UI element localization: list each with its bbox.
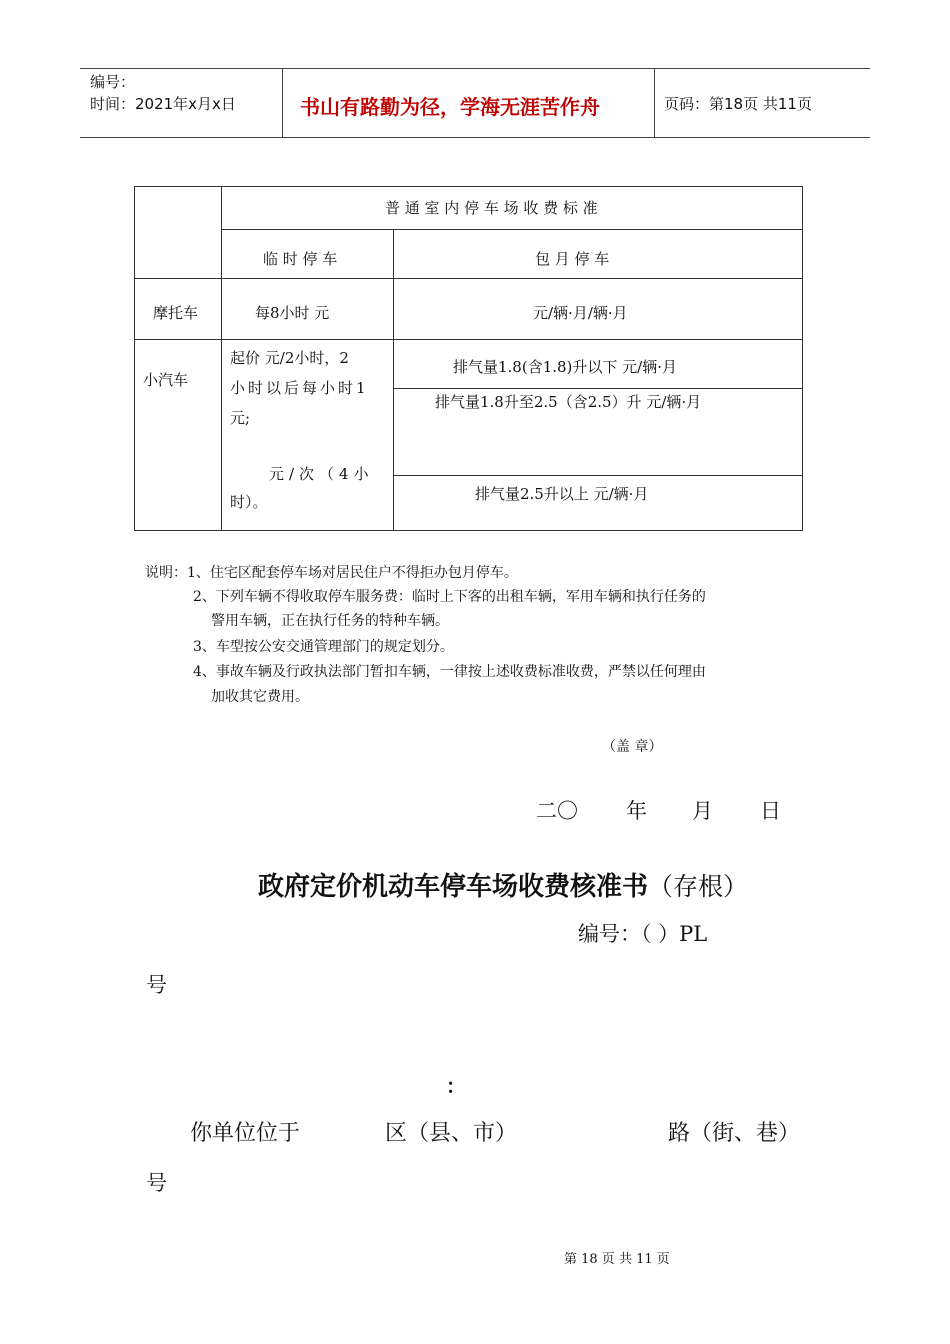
car-temp-line: 元/次（4小: [269, 465, 374, 483]
car-monthly-tier: 排气量2.5升以上 元/辆·月: [475, 485, 649, 503]
fee-table: [134, 186, 803, 531]
colon-mark: ：: [446, 1074, 466, 1098]
car-monthly-tier: 排气量1.8升至2.5（含2.5）升 元/辆·月: [435, 393, 702, 411]
page-header: [80, 68, 870, 138]
seal-label: （盖 章）: [602, 739, 663, 755]
car-temp-line: 起价 元/2小时，2: [230, 349, 349, 367]
col-monthly-header: 包 月 停 车: [535, 250, 610, 268]
table-line: [393, 229, 394, 530]
number-label: 编号：: [90, 73, 136, 91]
date-year-prefix: 二〇: [536, 799, 578, 823]
note-4: 4、事故车辆及行政执法部门暂扣车辆，一律按上述收费标准收费，严禁以任何理由: [193, 664, 706, 680]
car-monthly-tier: 排气量1.8(含1.8)升以下 元/辆·月: [453, 358, 678, 376]
note-2: 2、下列车辆不得收取停车服务费：临时上下客的出租车辆，军用车辆和执行任务的: [193, 589, 706, 605]
date-month: 月: [692, 799, 713, 823]
standard-title: 普 通 室 内 停 车 场 收 费 标 准: [385, 199, 598, 217]
note-4-cont: 加收其它费用。: [211, 689, 309, 705]
table-line: [393, 388, 802, 389]
car-label: 小汽车: [143, 371, 189, 389]
page-label: 页码：第18页 共11页: [664, 95, 812, 113]
table-line: [221, 229, 802, 230]
title-main: 政府定价机动车停车场收费核准书: [258, 872, 649, 902]
page-footer: 第 18 页 共 11 页: [564, 1252, 670, 1267]
car-temp-line: 时）。: [230, 493, 268, 511]
table-line: [135, 339, 802, 340]
body-prefix: 你单位位于: [190, 1121, 301, 1146]
hao-label-2: 号: [146, 1171, 167, 1195]
body-district: 区（县、市）: [385, 1121, 518, 1146]
time-label: 时间：2021年x月x日: [90, 95, 236, 113]
note-1: 说明：1、住宅区配套停车场对居民住户不得拒办包月停车。: [145, 565, 518, 581]
col-temp-header: 临 时 停 车: [263, 250, 338, 268]
note-2-cont: 警用车辆，正在执行任务的特种车辆。: [211, 613, 449, 629]
car-temp-line: 小时以后每小时1: [230, 379, 369, 397]
moto-label: 摩托车: [153, 304, 199, 322]
hao-label: 号: [146, 973, 167, 997]
car-temp-line: 元;: [230, 409, 251, 427]
body-road: 路（街、巷）: [668, 1121, 801, 1146]
table-line: [221, 187, 222, 530]
moto-temp: 每8小时 元: [255, 304, 330, 322]
moto-monthly: 元/辆·月/辆·月: [533, 304, 628, 322]
header-motto: 书山有路勤为径，学海无涯苦作舟: [300, 95, 600, 119]
note-3: 3、车型按公安交通管理部门的规定划分。: [193, 639, 454, 655]
table-line: [393, 475, 802, 476]
title-suffix: （存根）: [648, 872, 749, 901]
header-divider: [282, 69, 283, 137]
header-divider: [654, 69, 655, 137]
document-number: 编号：（ ）PL: [578, 922, 708, 946]
date-day: 日: [760, 799, 781, 823]
table-line: [135, 278, 802, 279]
date-year: 年: [626, 799, 647, 823]
document-title: [258, 866, 748, 903]
